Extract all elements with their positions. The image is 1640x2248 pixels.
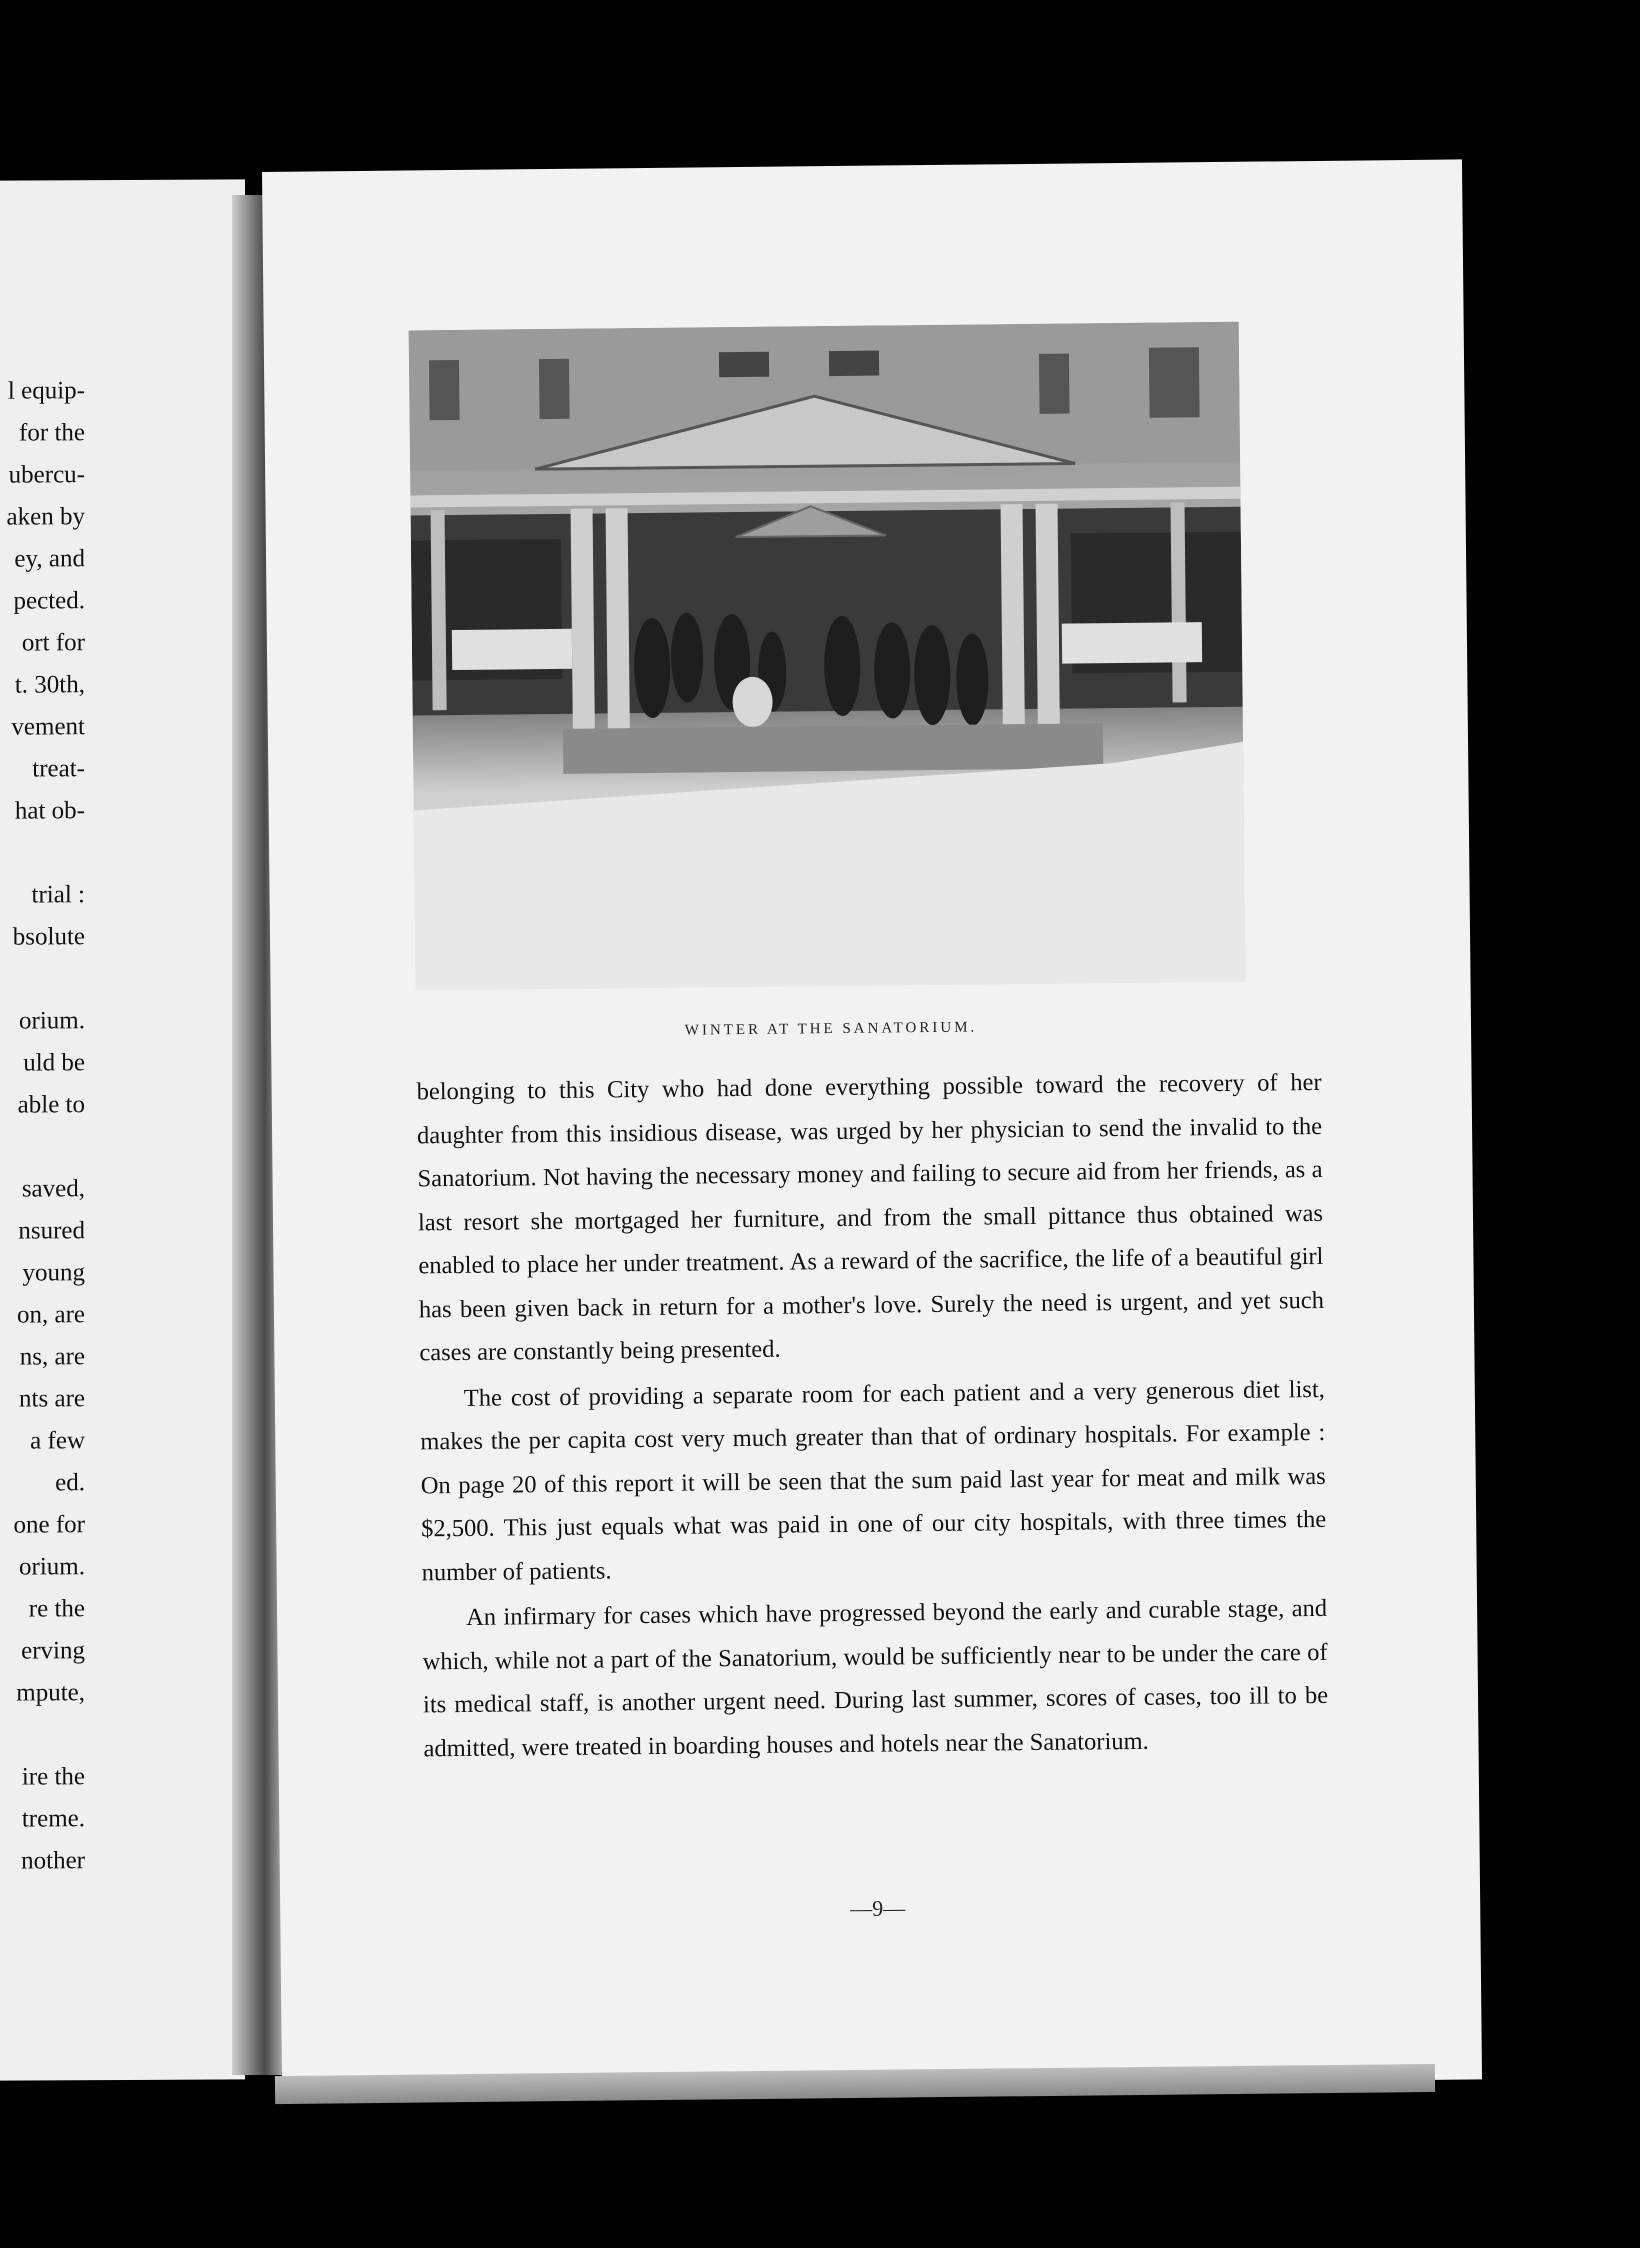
left-page-line: saved,: [21, 1175, 85, 1203]
left-page-line: [0, 958, 85, 1000]
left-page-line: able to: [17, 1091, 85, 1119]
page-number: —9—: [850, 1895, 906, 1921]
left-page-line: vement: [11, 713, 85, 741]
left-page-line: uld be: [23, 1049, 85, 1077]
left-page-line: re the: [28, 1595, 85, 1623]
page-body: [416, 1061, 1328, 1770]
left-page-line: a few: [30, 1427, 85, 1455]
left-page-line: erving: [21, 1637, 85, 1665]
left-page-line: pected.: [13, 587, 85, 615]
left-page-line: l equip-: [7, 377, 85, 405]
left-page-line: ey, and: [14, 545, 85, 573]
left-page-line: one for: [13, 1511, 85, 1539]
sanatorium-building-image: [409, 322, 1246, 991]
left-page-line: for the: [19, 419, 85, 447]
left-page-line: ire the: [21, 1763, 85, 1791]
left-page-text: [0, 370, 85, 1882]
left-page-line: young: [22, 1259, 85, 1287]
left-page-line: mpute,: [16, 1679, 85, 1707]
left-page-line: trial :: [31, 881, 85, 909]
left-page-line: [0, 1126, 85, 1168]
left-page-line: on, are: [16, 1301, 85, 1329]
photo-caption: WINTER AT THE SANATORIUM.: [684, 1019, 978, 1039]
left-page: [0, 179, 245, 2080]
left-page-line: ed.: [55, 1469, 85, 1497]
left-page-line: treat-: [32, 755, 85, 783]
left-page-line: [0, 1714, 85, 1756]
left-page-line: hat ob-: [14, 797, 85, 825]
paragraph-1: belonging to this City who had done everything possible toward the recovery of her daughter from this insidious disease, was urged by her physician to send the invalid to the Sanatorium. Not having the necessary money and failing to secure aid from her friends, as a last resort she mortgaged her furniture, and from the small pittance thus obtained was enabled to place her under treatment. As a reward of the sacrifice, the life of a beautiful girl has been given back in return for a mother's love. Surely the need is urgent, and yet such cases are constantly being presented.: [416, 1068, 1325, 1367]
left-page-line: nother: [21, 1847, 85, 1875]
left-page-line: ubercu-: [8, 461, 85, 489]
left-page-line: ns, are: [19, 1343, 85, 1371]
left-page-line: nsured: [18, 1217, 85, 1245]
right-page: [262, 159, 1482, 2091]
left-page-line: orium.: [19, 1007, 85, 1035]
left-page-line: t. 30th,: [14, 671, 85, 699]
left-page-line: treme.: [21, 1805, 85, 1833]
left-page-line: aken by: [6, 503, 85, 531]
left-page-line: [0, 832, 85, 874]
left-page-line: bsolute: [12, 923, 85, 951]
sanatorium-photo: [409, 322, 1246, 991]
paragraph-2: The cost of providing a separate room for each patient and a very generous diet list, makes the per capita cost very much greater than that of ordinary hospitals. For example : On page 20 of this report it will be seen that the sum paid last year for meat and milk was $2,500. This just equals what was paid in one of our city hospitals, with three times the number of patients.: [420, 1375, 1327, 1586]
left-page-line: ort for: [21, 629, 85, 657]
left-page-line: nts are: [19, 1385, 85, 1413]
left-page-line: orium.: [19, 1553, 85, 1581]
paragraph-3: An infirmary for cases which have progressed beyond the early and curable stage, and which, while not a part of the Sanatorium, would be sufficiently near to be under the care of its medical staff, is another urgent need. During last summer, scores of cases, too ill to be admitted, were treated in boarding houses and hotels near the Sanatorium.: [422, 1594, 1329, 1762]
